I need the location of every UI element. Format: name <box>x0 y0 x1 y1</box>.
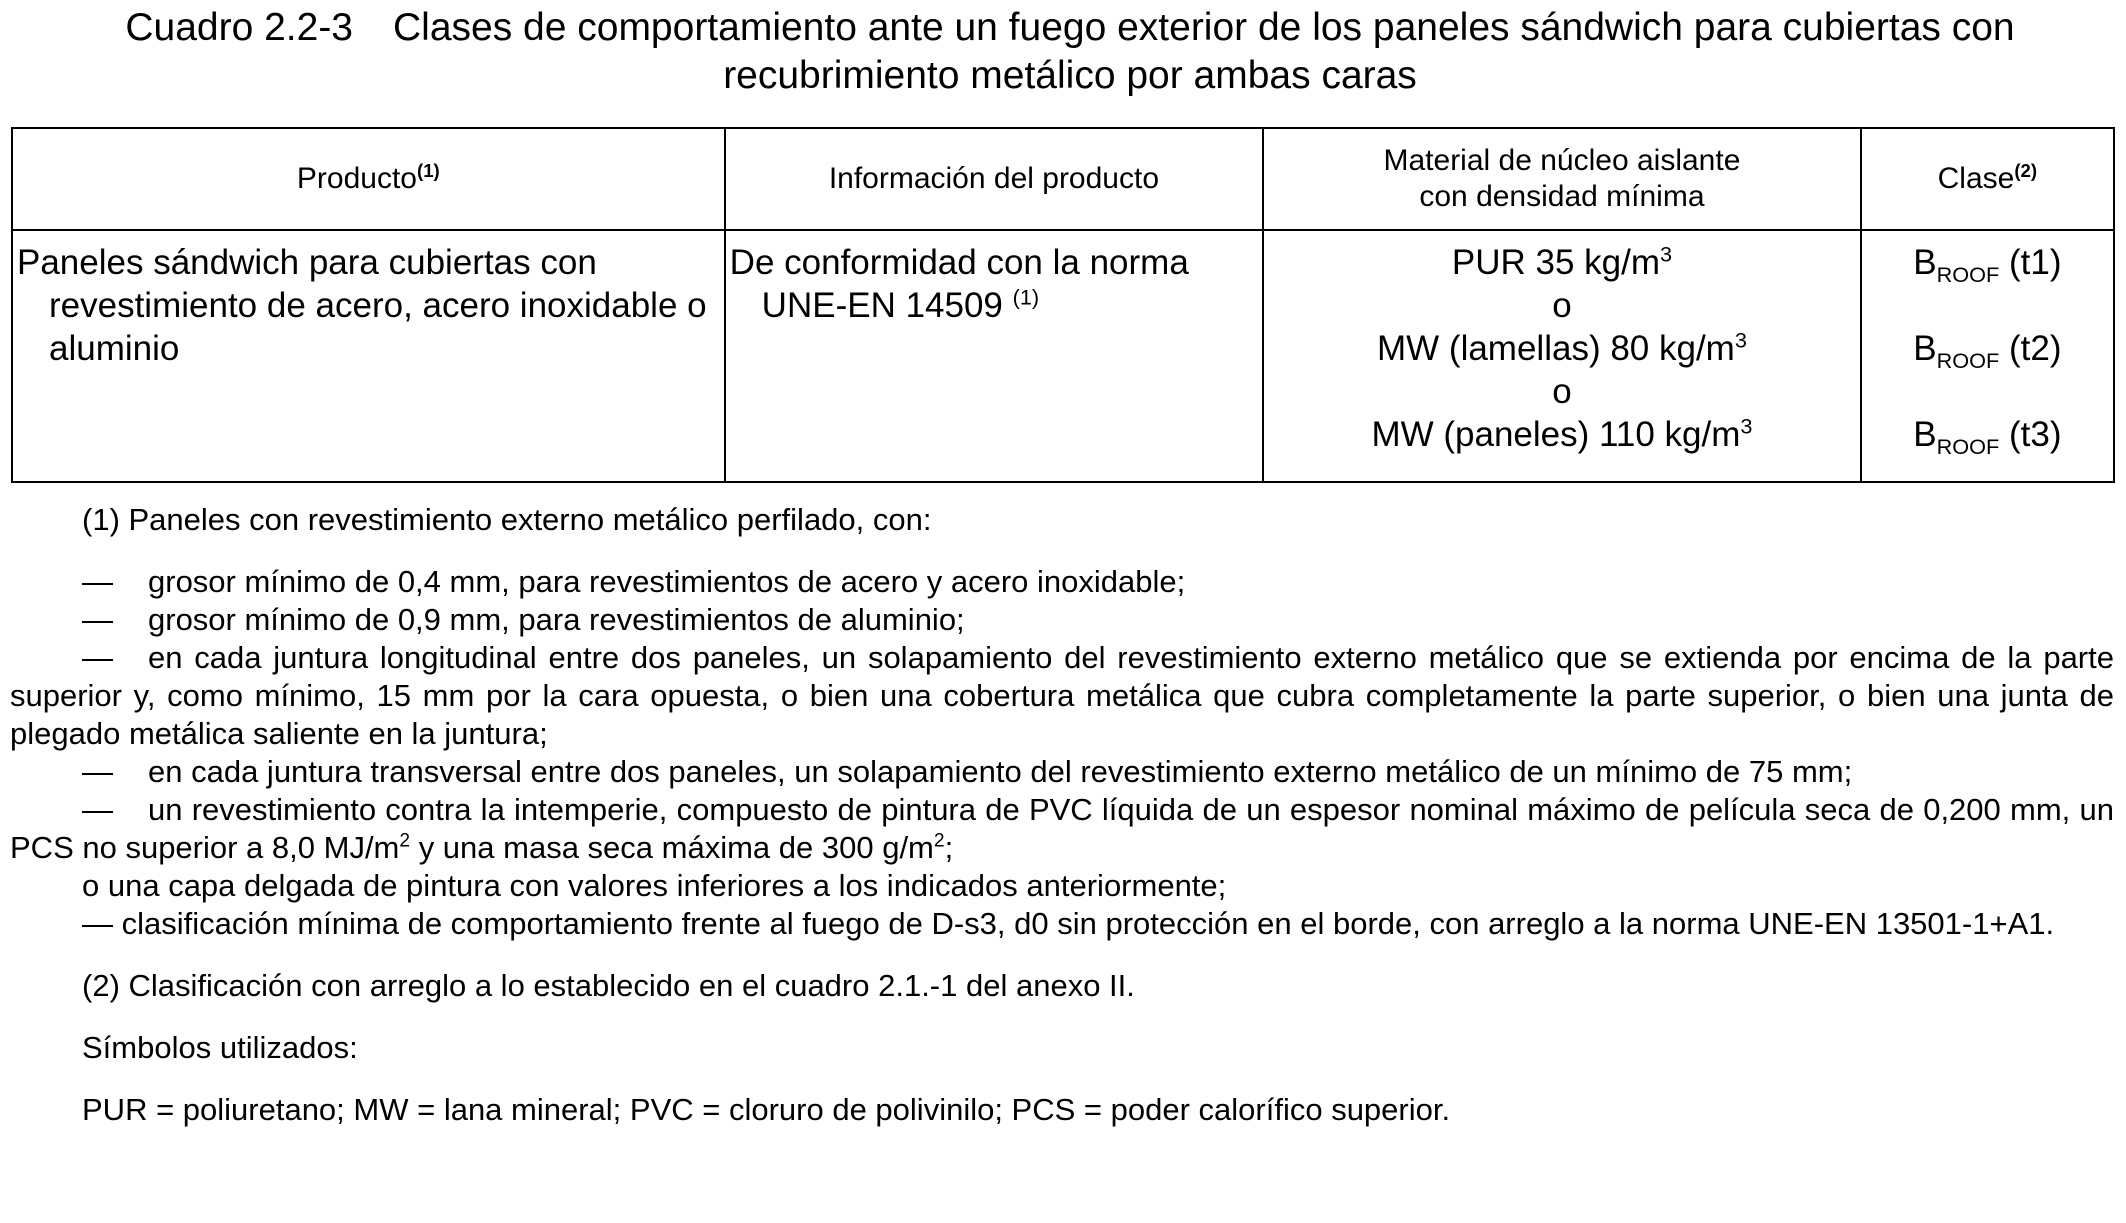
material-line: o <box>1552 372 1572 411</box>
cell-material <box>1263 230 1861 482</box>
header-producto: Producto$^{(1)}$ <box>12 128 725 230</box>
symbols-list: PUR = poliuretano; MW = lana mineral; PVC = cloruro de polivinilo; PCS = poder calorífico superior. <box>82 1092 1451 1127</box>
footnote-item: — clasificación mínima de comportamiento frente al fuego de D-s3, d0 sin protección en el borde, con arreglo a la norma UNE-EN 13501-1+A1. <box>82 906 2055 941</box>
footnotes <box>10 501 2114 1129</box>
material-line: o <box>1552 286 1572 325</box>
material-line: MW (paneles) 110 $kg/m^3$ <box>1371 413 1753 454</box>
footnote-item: — un revestimiento contra la intemperie, compuesto de pintura de PVC líquida de un espesor nominal máximo de película seca de 0,200 mm, un PCS no superior a 8,0 $MJ/m^2$ y una masa seca máxima de 300 $g/m^2$; <box>10 792 2114 865</box>
cell-producto: Paneles sándwich para cubiertas con revestimiento de acero, acero inoxidable o aluminio <box>12 230 725 482</box>
header-clase: Clase$^{(2)}$ <box>1861 128 2114 230</box>
table-header-row <box>12 128 2114 230</box>
material-line: PUR 35 $kg/m^3$ <box>1451 241 1673 282</box>
footnote-item: — en cada juntura transversal entre dos paneles, un solapamiento del revestimiento externo metálico de un mínimo de 75 mm; <box>82 754 1853 789</box>
footnote-item: — grosor mínimo de 0,4 mm, para revestimientos de acero y acero inoxidable; <box>82 564 1186 599</box>
caption-text-1: Clases de comportamiento ante un fuego exterior de los paneles sándwich para cubiertas con <box>393 6 2015 49</box>
table-row <box>12 230 2114 482</box>
caption-line-1 <box>12 4 2126 52</box>
material-line: MW (lamellas) 80 $kg/m^3$ <box>1377 327 1747 368</box>
table-caption <box>12 4 2126 100</box>
footnote-item: — en cada juntura longitudinal entre dos paneles, un solapamiento del revestimiento externo metálico que se extienda por encima de la parte superior y, como mínimo, 15 mm por la cara opuesta, o bien una cobertura metálica que cubra completamente la parte superior, o bien una junta de plegado metálica saliente en la juntura; <box>10 640 2114 751</box>
clase-line: $B_{ROOF}$ (t3) <box>1913 415 2062 459</box>
footnote-2: (2) Clasificación con arreglo a lo establecido en el cuadro 2.1.-1 del anexo II. <box>82 968 1135 1003</box>
cell-informacion: De conformidad con la norma UNE-EN 14509 $^{(1)}$ <box>725 230 1264 482</box>
caption-line-2: recubrimiento metálico por ambas caras <box>723 54 1417 97</box>
footnote-item: — grosor mínimo de 0,9 mm, para revestimientos de aluminio; <box>82 602 965 637</box>
cell-clase <box>1861 230 2114 482</box>
clase-line: $B_{ROOF}$ (t2) <box>1913 329 2062 373</box>
header-informacion: Información del producto <box>725 128 1264 230</box>
symbols-heading: Símbolos utilizados: <box>82 1030 358 1065</box>
classification-table <box>11 127 2115 483</box>
clase-line: $B_{ROOF}$ (t1) <box>1913 243 2062 287</box>
footnote-alternative: o una capa delgada de pintura con valores inferiores a los indicados anteriormente; <box>82 868 1227 903</box>
caption-number: Cuadro 2.2-3 <box>125 6 353 49</box>
header-material: Material de núcleo aislante con densidad mínima <box>1263 128 1861 230</box>
footnote-1-intro: (1) Paneles con revestimiento externo metálico perfilado, con: <box>82 502 932 537</box>
